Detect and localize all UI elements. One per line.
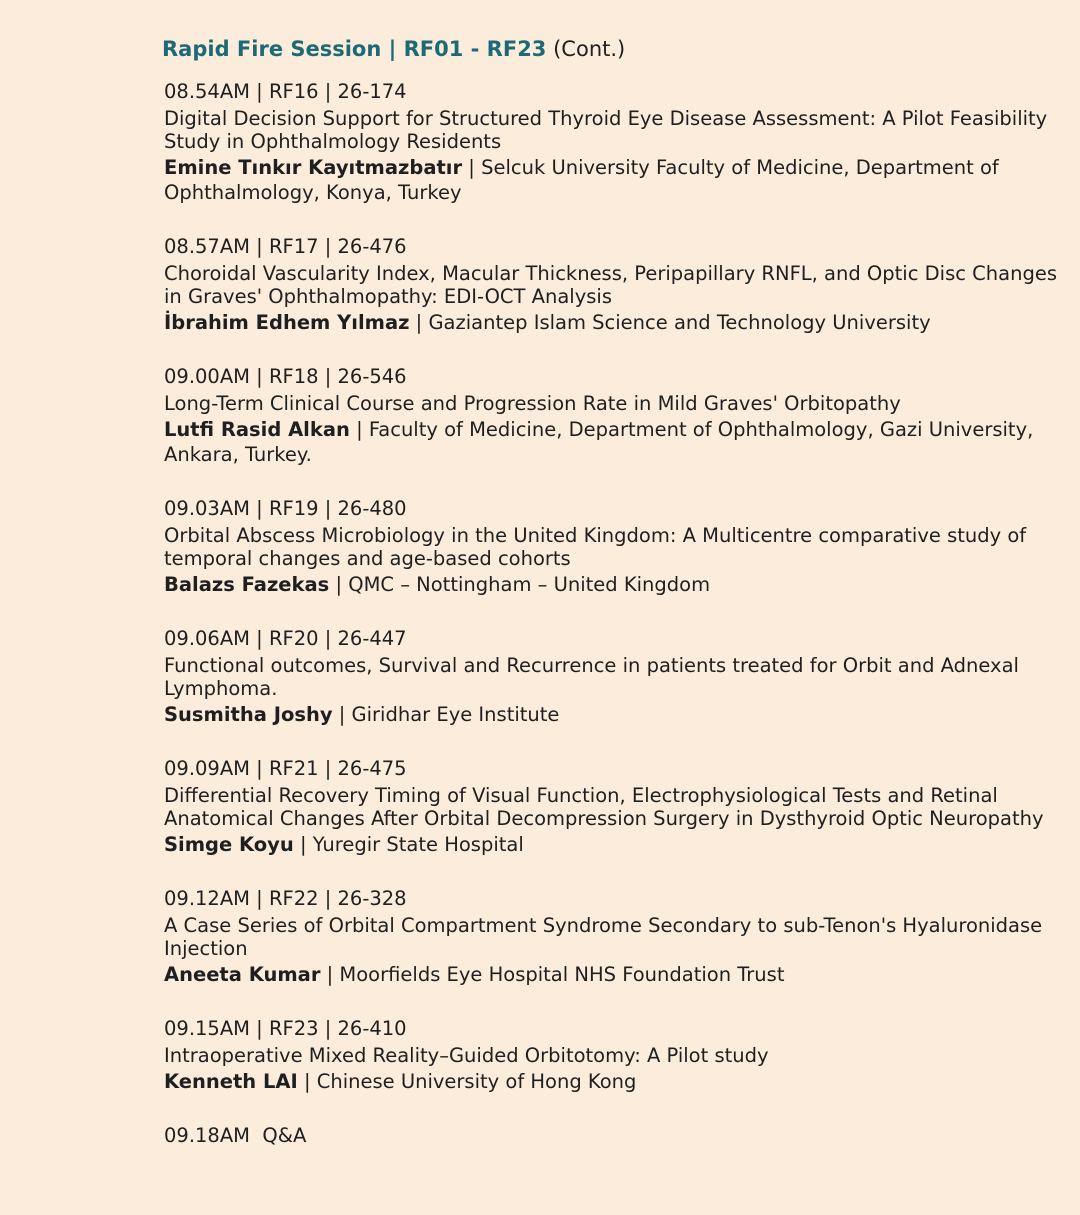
talk-entry-rf23 — [164, 1016, 1064, 1094]
talk-header: 09.09AM | RF21 | 26-475 — [164, 757, 407, 780]
talk-entry-rf17 — [164, 234, 1064, 335]
talk-presenter — [164, 155, 1064, 205]
talk-presenter — [164, 310, 1064, 335]
presenter-name: Balazs Fazekas — [164, 573, 330, 596]
talk-presenter — [164, 1069, 1064, 1094]
talk-presenter — [164, 572, 1064, 597]
presenter-affiliation: | Faculty of Medicine, Department of Ophthalmology, Gazi University, Ankara, Turkey. — [164, 418, 1034, 466]
session-title — [162, 34, 1064, 64]
presenter-affiliation: | Chinese University of Hong Kong — [297, 1070, 637, 1093]
talk-header: 08.54AM | RF16 | 26-174 — [164, 80, 407, 103]
talk-header: 09.12AM | RF22 | 26-328 — [164, 887, 407, 910]
talk-entry-rf18 — [164, 364, 1064, 467]
presenter-affiliation: | QMC – Nottingham – United Kingdom — [329, 573, 711, 596]
presenter-affiliation: | Selcuk University Faculty of Medicine, Department of Ophthalmology, Konya, Turkey — [164, 156, 999, 204]
talk-entry-rf16 — [164, 79, 1064, 205]
talk-title: Intraoperative Mixed Reality–Guided Orbitotomy: A Pilot study — [164, 1044, 769, 1067]
presenter-name: Lutfi Rasid Alkan — [164, 418, 350, 441]
presenter-name: İbrahim Edhem Yılmaz — [164, 311, 410, 334]
talk-presenter — [164, 702, 1064, 727]
talk-entry-rf19 — [164, 496, 1064, 597]
talk-presenter — [164, 417, 1064, 467]
programme-page — [164, 34, 1064, 1149]
presenter-name: Kenneth LAI — [164, 1070, 298, 1093]
talk-title: Choroidal Vascularity Index, Macular Thickness, Peripapillary RNFL, and Optic Disc Changes in Graves' Ophthalmopathy: EDI-OCT Analysis — [164, 262, 1057, 308]
talk-entry-rf22 — [164, 886, 1064, 987]
session-title-cont: (Cont.) — [553, 37, 626, 61]
talk-title: Long-Term Clinical Course and Progression Rate in Mild Graves' Orbitopathy — [164, 392, 901, 415]
talk-title: Functional outcomes, Survival and Recurrence in patients treated for Orbit and Adnexal Lymphoma. — [164, 654, 1019, 700]
presenter-name: Simge Koyu — [164, 833, 294, 856]
talk-title: Orbital Abscess Microbiology in the United Kingdom: A Multicentre comparative study of temporal changes and age-based cohorts — [164, 524, 1027, 570]
talk-header: 09.00AM | RF18 | 26-546 — [164, 365, 407, 388]
presenter-affiliation: | Moorfields Eye Hospital NHS Foundation Trust — [320, 963, 785, 986]
presenter-name: Susmitha Joshy — [164, 703, 333, 726]
presenter-name: Aneeta Kumar — [164, 963, 321, 986]
talk-entry-rf20 — [164, 626, 1064, 727]
qa-slot: 09.18AM Q&A — [164, 1124, 307, 1147]
talk-presenter — [164, 962, 1064, 987]
session-title-main: Rapid Fire Session | RF01 - RF23 — [162, 37, 547, 61]
presenter-affiliation: | Giridhar Eye Institute — [332, 703, 560, 726]
talk-header: 09.06AM | RF20 | 26-447 — [164, 627, 407, 650]
talk-title: A Case Series of Orbital Compartment Syndrome Secondary to sub-Tenon's Hyaluronidase Injection — [164, 914, 1043, 960]
talk-header: 09.15AM | RF23 | 26-410 — [164, 1017, 407, 1040]
talk-title: Digital Decision Support for Structured Thyroid Eye Disease Assessment: A Pilot Feasibility Study in Ophthalmology Residents — [164, 107, 1048, 153]
presenter-affiliation: | Gaziantep Islam Science and Technology University — [409, 311, 931, 334]
talk-title: Differential Recovery Timing of Visual Function, Electrophysiological Tests and Retinal Anatomical Changes After Orbital Decompression Surgery in Dysthyroid Optic Neuropathy — [164, 784, 1044, 830]
presenter-name: Emine Tınkır Kayıtmazbatır — [164, 156, 463, 179]
presenter-affiliation: | Yuregir State Hospital — [293, 833, 524, 856]
talk-entry-rf21 — [164, 756, 1064, 857]
talk-header: 08.57AM | RF17 | 26-476 — [164, 235, 407, 258]
talk-header: 09.03AM | RF19 | 26-480 — [164, 497, 407, 520]
talk-presenter — [164, 832, 1064, 857]
